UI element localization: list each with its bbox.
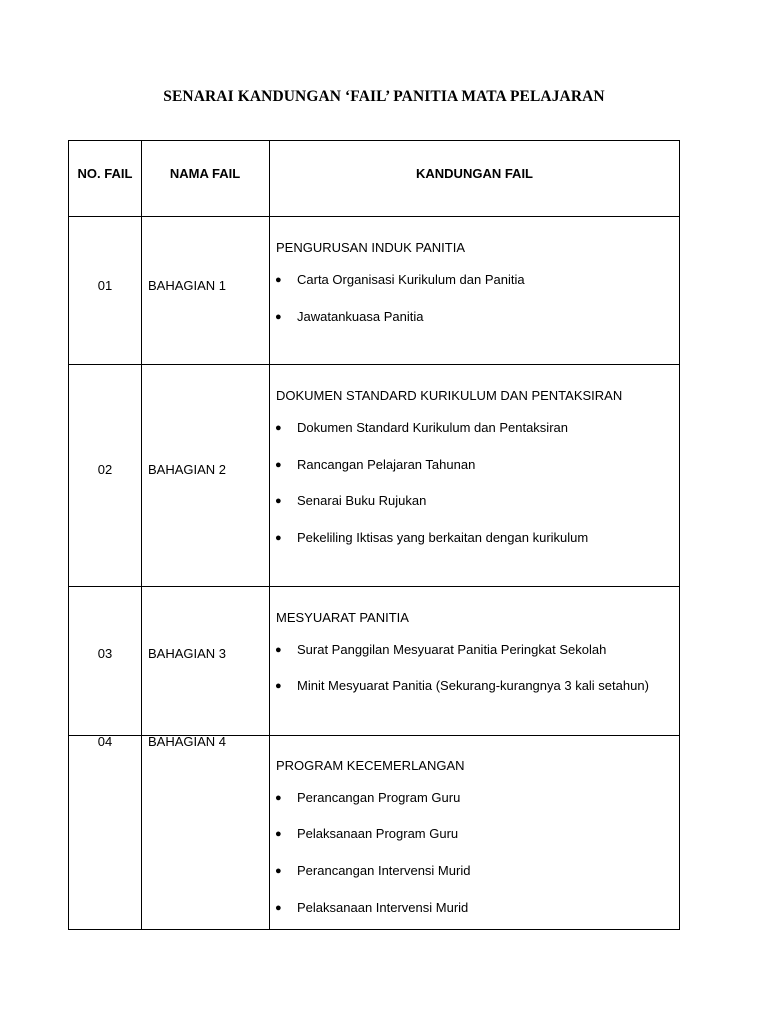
bullet-icon: ● [275, 902, 282, 914]
item-text: Carta Organisasi Kurikulum dan Panitia [297, 272, 525, 287]
column-divider [141, 141, 142, 929]
item-text: Pelaksanaan Program Guru [297, 826, 459, 841]
bullet-icon: ● [275, 311, 282, 323]
bullet-icon: ● [275, 274, 282, 286]
contents-table [68, 140, 680, 930]
item-text: Perancangan Intervensi Murid [297, 863, 471, 878]
header-kandungan-fail: KANDUNGAN FAIL [416, 166, 533, 181]
row-4-heading: PROGRAM KECEMERLANGAN [276, 758, 465, 773]
item-text: Jawatankuasa Panitia [297, 309, 424, 324]
bullet-icon: ● [275, 644, 282, 656]
item-text: Dokumen Standard Kurikulum dan Pentaksiran [297, 420, 568, 435]
row-2-heading: DOKUMEN STANDARD KURIKULUM DAN PENTAKSIRAN [276, 388, 623, 403]
row-3-no: 03 [97, 646, 113, 661]
row-divider [69, 586, 679, 587]
column-divider [269, 141, 270, 929]
row-1-heading: PENGURUSAN INDUK PANITIA [276, 240, 466, 255]
bullet-icon: ● [275, 792, 282, 804]
bullet-icon: ● [275, 532, 282, 544]
bullet-icon: ● [275, 495, 282, 507]
item-text: Minit Mesyuarat Panitia (Sekurang-kurangnya 3 kali setahun) [297, 678, 649, 693]
row-divider [69, 364, 679, 365]
bullet-icon: ● [275, 459, 282, 471]
row-4-no: 04 [97, 734, 113, 749]
item-text: Pelaksanaan Intervensi Murid [297, 900, 469, 915]
item-text: Surat Panggilan Mesyuarat Panitia Peringkat Sekolah [297, 642, 607, 657]
bullet-icon: ● [275, 680, 282, 692]
header-nama-fail: NAMA FAIL [169, 166, 241, 181]
item-text: Rancangan Pelajaran Tahunan [297, 457, 476, 472]
row-1-nama: BAHAGIAN 1 [148, 278, 227, 293]
row-4-nama: BAHAGIAN 4 [148, 734, 227, 749]
row-2-nama: BAHAGIAN 2 [148, 462, 227, 477]
item-text: Perancangan Program Guru [297, 790, 461, 805]
bullet-icon: ● [275, 865, 282, 877]
row-1-no: 01 [97, 278, 113, 293]
row-divider [69, 216, 679, 217]
bullet-icon: ● [275, 828, 282, 840]
header-no-fail: NO. FAIL [77, 166, 133, 181]
document-title: SENARAI KANDUNGAN ‘FAIL’ PANITIA MATA PELAJARAN [163, 88, 605, 105]
row-3-heading: MESYUARAT PANITIA [276, 610, 409, 625]
bullet-icon: ● [275, 422, 282, 434]
item-text: Senarai Buku Rujukan [297, 493, 427, 508]
item-text: Pekeliling Iktisas yang berkaitan dengan kurikulum [297, 530, 589, 545]
row-2-no: 02 [97, 462, 113, 477]
row-3-nama: BAHAGIAN 3 [148, 646, 227, 661]
